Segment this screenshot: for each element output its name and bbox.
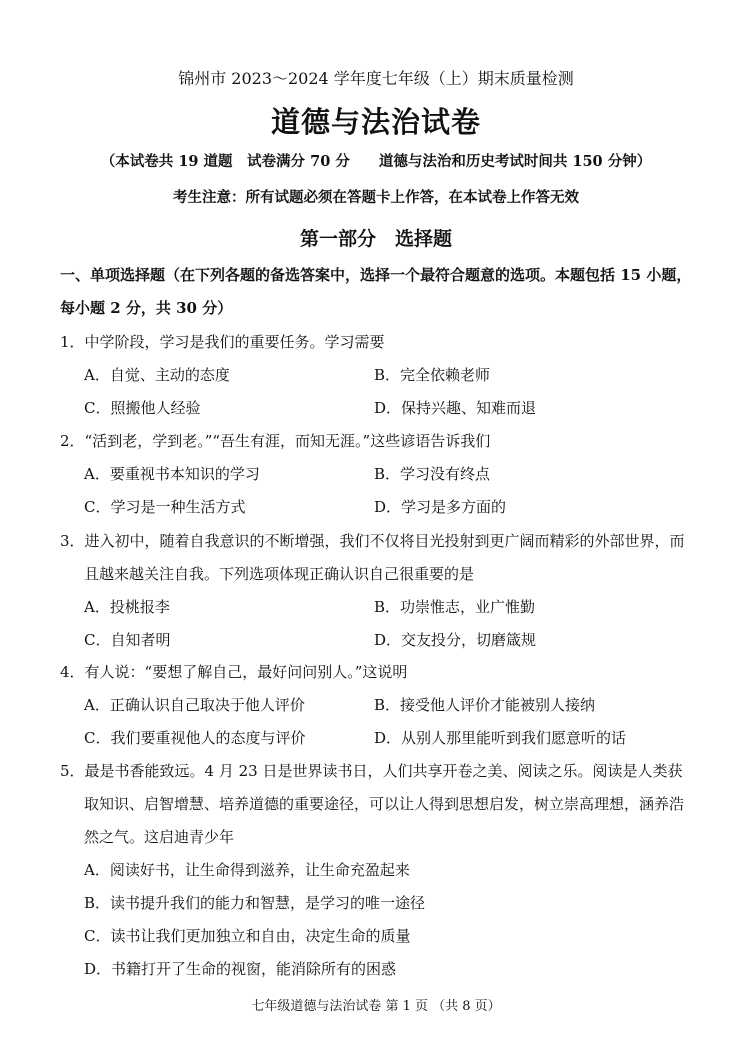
question-4-stem: 4．有人说：“要想了解自己，最好问问别人。”这说明 <box>60 663 408 681</box>
question-5-stem-line-3: 然之气。这启迪青少年 <box>84 828 235 846</box>
question-2-option-d: D．学习是多方面的 <box>374 498 507 516</box>
question-1-stem: 1．中学阶段，学习是我们的重要任务。学习需要 <box>60 333 385 351</box>
section-instruction-line-1: 一、单项选择题（在下列各题的备选答案中，选择一个最符合题意的选项。本题包括 15 小题， <box>60 266 692 284</box>
question-3-option-a: A．投桃报李 <box>84 598 170 616</box>
question-1-option-c: C．照搬他人经验 <box>84 399 201 417</box>
question-2-stem: 2．“活到老，学到老。”“吾生有涯，而知无涯。”这些谚语告诉我们 <box>60 432 491 450</box>
question-4-option-d: D．从别人那里能听到我们愿意听的话 <box>374 729 627 747</box>
question-1-option-d: D．保持兴趣、知难而退 <box>374 399 537 417</box>
question-2-option-c: C．学习是一种生活方式 <box>84 498 246 516</box>
question-3-option-d: D．交友投分，切磨箴规 <box>374 631 537 649</box>
exam-notice: 考生注意：所有试题必须在答题卡上作答，在本试卷上作答无效 <box>173 189 579 206</box>
question-5-stem-line-2: 取知识、启智增慧、培养道德的重要途径，可以让人得到思想启发，树立崇高理想，涵养浩 <box>84 795 685 813</box>
question-3-option-b: B．功崇惟志，业广惟勤 <box>374 598 536 616</box>
question-4-option-c: C．我们要重视他人的态度与评价 <box>84 729 306 747</box>
question-4-option-b: B．接受他人评价才能被别人接纳 <box>374 696 596 714</box>
question-3-stem-line-1: 3．进入初中，随着自我意识的不断增强，我们不仅将目光投射到更广阔而精彩的外部世界，而 <box>60 532 685 550</box>
question-4-option-a: A．正确认识自己取决于他人评价 <box>84 696 305 714</box>
question-5-option-a: A．阅读好书，让生命得到滋养，让生命充盈起来 <box>84 861 410 879</box>
page-footer: 七年级道德与法治试卷 第 1 页 （共 8 页） <box>251 999 501 1014</box>
question-1-option-a: A．自觉、主动的态度 <box>84 366 230 384</box>
question-1-option-b: B．完全依赖老师 <box>374 366 491 384</box>
question-5-stem-line-1: 5．最是书香能致远。4 月 23 日是世界读书日，人们共享开卷之美、阅读之乐。阅读是人类获 <box>60 762 683 780</box>
exam-title: 道德与法治试卷 <box>270 105 481 139</box>
question-5-option-b: B．读书提升我们的能力和智慧，是学习的唯一途径 <box>84 894 426 912</box>
part-title: 第一部分 选择题 <box>299 228 452 250</box>
section-instruction-line-2: 每小题 2 分，共 30 分） <box>60 299 233 317</box>
question-5-option-c: C．读书让我们更加独立和自由，决定生命的质量 <box>84 927 411 945</box>
question-2-option-b: B．学习没有终点 <box>374 465 491 483</box>
question-5-option-d: D．书籍打开了生命的视窗，能消除所有的困惑 <box>84 960 397 978</box>
exam-info: （本试卷共 19 道题 试卷满分 70 分 道德与法治和历史考试时间共 150 分钟） <box>100 153 652 170</box>
question-3-option-c: C．自知者明 <box>84 631 171 649</box>
question-2-option-a: A．要重视书本知识的学习 <box>84 465 260 483</box>
exam-subtitle: 锦州市 2023～2024 学年度七年级（上）期末质量检测 <box>178 69 574 88</box>
question-3-stem-line-2: 且越来越关注自我。下列选项体现正确认识自己很重要的是 <box>84 565 475 583</box>
